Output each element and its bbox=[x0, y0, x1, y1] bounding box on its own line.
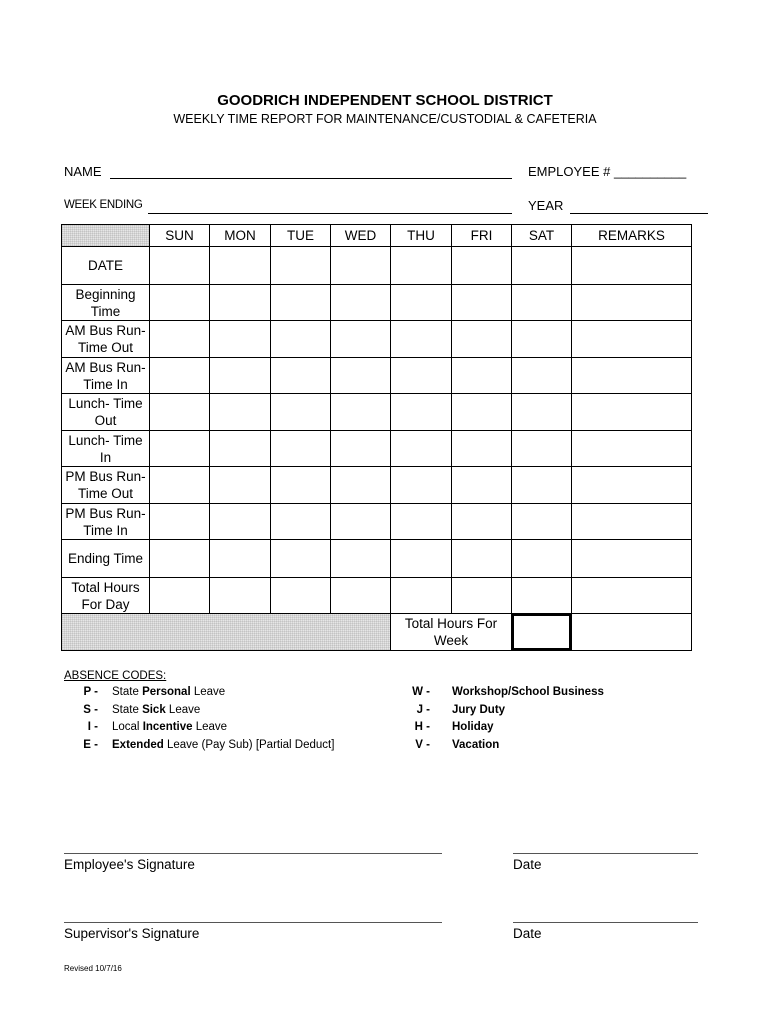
supervisor-signature-label: Supervisor's Signature bbox=[64, 926, 200, 941]
row-label: Ending Time bbox=[61, 539, 150, 578]
time-entry-cell[interactable] bbox=[390, 430, 452, 467]
time-entry-cell[interactable] bbox=[209, 539, 271, 578]
time-entry-cell[interactable] bbox=[571, 539, 692, 578]
time-entry-cell[interactable] bbox=[270, 466, 331, 504]
time-entry-cell[interactable] bbox=[209, 246, 271, 285]
time-entry-cell[interactable] bbox=[209, 466, 271, 504]
form-title: GOODRICH INDEPENDENT SCHOOL DISTRICT bbox=[217, 92, 553, 109]
time-entry-cell[interactable] bbox=[149, 393, 210, 431]
year-label: YEAR bbox=[528, 198, 564, 213]
time-entry-cell[interactable] bbox=[149, 284, 210, 321]
time-entry-cell[interactable] bbox=[330, 577, 391, 614]
total-hours-week-input[interactable] bbox=[511, 613, 572, 651]
time-entry-cell[interactable] bbox=[209, 430, 271, 467]
absence-desc-prefix: State bbox=[112, 703, 143, 716]
time-entry-cell[interactable] bbox=[571, 357, 692, 394]
time-entry-cell[interactable] bbox=[390, 539, 452, 578]
absence-code: H - bbox=[414, 721, 430, 733]
form-subtitle: WEEKLY TIME REPORT FOR MAINTENANCE/CUSTODIAL & CAFETERIA bbox=[173, 112, 597, 126]
absence-code: P - bbox=[83, 686, 98, 698]
time-entry-cell[interactable] bbox=[390, 466, 452, 504]
row-label: Lunch- Time In bbox=[61, 430, 150, 467]
time-entry-cell[interactable] bbox=[451, 320, 512, 358]
time-entry-cell[interactable] bbox=[571, 284, 692, 321]
year-field[interactable] bbox=[570, 213, 708, 214]
time-entry-cell[interactable] bbox=[149, 357, 210, 394]
time-entry-cell[interactable] bbox=[270, 320, 331, 358]
header-shaded-cell bbox=[61, 224, 150, 247]
row-label: Lunch- Time Out bbox=[61, 393, 150, 431]
time-entry-cell[interactable] bbox=[209, 320, 271, 358]
time-entry-cell[interactable] bbox=[149, 246, 210, 285]
time-entry-cell[interactable] bbox=[571, 430, 692, 467]
time-entry-cell[interactable] bbox=[330, 503, 391, 540]
time-entry-cell[interactable] bbox=[571, 393, 692, 431]
absence-desc-keyword: Personal bbox=[142, 686, 191, 698]
time-entry-cell[interactable] bbox=[270, 430, 331, 467]
total-week-remarks-cell[interactable] bbox=[571, 613, 692, 651]
absence-desc-prefix: State bbox=[112, 686, 143, 698]
employee-signature-line[interactable] bbox=[64, 853, 442, 854]
time-entry-cell[interactable] bbox=[149, 466, 210, 504]
absence-desc-suffix: Leave bbox=[190, 686, 226, 698]
supervisor-signature-line[interactable] bbox=[64, 922, 442, 923]
time-entry-cell[interactable] bbox=[390, 246, 452, 285]
time-entry-cell[interactable] bbox=[149, 320, 210, 358]
row-label: Total Hours For Day bbox=[61, 577, 150, 614]
absence-description bbox=[112, 704, 200, 716]
time-entry-cell[interactable] bbox=[511, 357, 572, 394]
day-header-sat: SAT bbox=[511, 224, 572, 247]
absence-description: Holiday bbox=[452, 721, 494, 733]
time-entry-cell[interactable] bbox=[270, 503, 331, 540]
time-entry-cell[interactable] bbox=[571, 466, 692, 504]
absence-desc-keyword: Sick bbox=[142, 703, 166, 716]
day-header-thu: THU bbox=[390, 224, 452, 247]
remarks-header: REMARKS bbox=[571, 224, 692, 247]
time-entry-cell[interactable] bbox=[270, 393, 331, 431]
row-label: PM Bus Run- Time In bbox=[61, 503, 150, 540]
time-entry-cell[interactable] bbox=[149, 503, 210, 540]
time-entry-cell[interactable] bbox=[390, 503, 452, 540]
time-entry-cell[interactable] bbox=[390, 577, 452, 614]
employee-number-label[interactable]: EMPLOYEE # __________ bbox=[528, 164, 687, 179]
time-entry-cell[interactable] bbox=[209, 393, 271, 431]
time-entry-cell[interactable] bbox=[330, 284, 391, 321]
absence-desc-suffix: Leave (Pay Sub) [Partial Deduct] bbox=[163, 738, 335, 751]
total-week-shaded-area bbox=[61, 613, 391, 651]
row-label: PM Bus Run- Time Out bbox=[61, 466, 150, 504]
absence-desc-prefix: Local bbox=[112, 721, 143, 733]
absence-description bbox=[112, 739, 334, 751]
time-entry-cell[interactable] bbox=[330, 357, 391, 394]
time-entry-cell[interactable] bbox=[390, 393, 452, 431]
row-label: AM Bus Run- Time Out bbox=[61, 320, 150, 358]
revised-date: Revised 10/7/16 bbox=[64, 964, 122, 973]
time-entry-cell[interactable] bbox=[511, 284, 572, 321]
time-entry-cell[interactable] bbox=[270, 539, 331, 578]
time-entry-cell[interactable] bbox=[511, 320, 572, 358]
absence-desc-suffix: Leave bbox=[192, 721, 228, 733]
week-ending-label: WEEK ENDING bbox=[64, 199, 143, 211]
time-entry-cell[interactable] bbox=[330, 539, 391, 578]
time-entry-cell[interactable] bbox=[571, 503, 692, 540]
time-entry-cell[interactable] bbox=[330, 466, 391, 504]
absence-description bbox=[112, 686, 225, 698]
time-entry-cell[interactable] bbox=[511, 539, 572, 578]
time-entry-cell[interactable] bbox=[149, 430, 210, 467]
absence-desc-suffix: Leave bbox=[165, 703, 201, 716]
total-hours-week-label: Total Hours For Week bbox=[390, 613, 512, 651]
time-entry-cell[interactable] bbox=[451, 577, 512, 614]
name-label: NAME bbox=[64, 164, 102, 179]
time-entry-cell[interactable] bbox=[270, 577, 331, 614]
absence-code: E - bbox=[83, 738, 98, 751]
time-entry-cell[interactable] bbox=[330, 393, 391, 431]
absence-code: I - bbox=[87, 721, 98, 733]
absence-code: W - bbox=[412, 686, 430, 698]
employee-date-label: Date bbox=[513, 857, 542, 872]
time-entry-cell[interactable] bbox=[330, 320, 391, 358]
time-entry-cell[interactable] bbox=[571, 577, 692, 614]
time-entry-cell[interactable] bbox=[451, 503, 512, 540]
absence-code: S - bbox=[83, 703, 98, 716]
time-entry-cell[interactable] bbox=[149, 539, 210, 578]
row-label: AM Bus Run- Time In bbox=[61, 357, 150, 394]
time-entry-cell[interactable] bbox=[451, 284, 512, 321]
supervisor-date-line[interactable] bbox=[513, 922, 698, 923]
name-field[interactable] bbox=[110, 178, 512, 179]
day-header-sun: SUN bbox=[149, 224, 210, 247]
time-entry-cell[interactable] bbox=[390, 320, 452, 358]
day-header-wed: WED bbox=[330, 224, 391, 247]
time-entry-cell[interactable] bbox=[209, 357, 271, 394]
row-label: DATE bbox=[61, 246, 150, 285]
day-header-tue: TUE bbox=[270, 224, 331, 247]
absence-description: Jury Duty bbox=[452, 703, 506, 716]
day-header-mon: MON bbox=[209, 224, 271, 247]
time-entry-cell[interactable] bbox=[571, 320, 692, 358]
absence-codes-heading: ABSENCE CODES: bbox=[64, 670, 167, 682]
time-entry-cell[interactable] bbox=[451, 539, 512, 578]
week-ending-field[interactable] bbox=[148, 213, 512, 214]
time-entry-cell[interactable] bbox=[511, 393, 572, 431]
time-entry-cell[interactable] bbox=[330, 430, 391, 467]
absence-description: Workshop/School Business bbox=[452, 686, 604, 698]
time-entry-cell[interactable] bbox=[330, 246, 391, 285]
time-entry-cell[interactable] bbox=[511, 577, 572, 614]
time-entry-cell[interactable] bbox=[270, 284, 331, 321]
time-entry-cell[interactable] bbox=[390, 357, 452, 394]
time-entry-cell[interactable] bbox=[209, 284, 271, 321]
time-entry-cell[interactable] bbox=[209, 577, 271, 614]
absence-desc-keyword: Extended bbox=[112, 738, 164, 751]
absence-code: V - bbox=[415, 738, 430, 751]
time-entry-cell[interactable] bbox=[149, 577, 210, 614]
time-entry-cell[interactable] bbox=[511, 430, 572, 467]
time-entry-cell[interactable] bbox=[571, 246, 692, 285]
time-entry-cell[interactable] bbox=[451, 430, 512, 467]
time-entry-cell[interactable] bbox=[511, 503, 572, 540]
time-entry-cell[interactable] bbox=[511, 246, 572, 285]
time-entry-cell[interactable] bbox=[451, 357, 512, 394]
day-header-fri: FRI bbox=[451, 224, 512, 247]
absence-description bbox=[112, 721, 227, 733]
time-entry-cell[interactable] bbox=[390, 284, 452, 321]
employee-signature-label: Employee's Signature bbox=[64, 857, 195, 872]
row-label: Beginning Time bbox=[61, 284, 150, 321]
time-entry-cell[interactable] bbox=[451, 393, 512, 431]
time-entry-cell[interactable] bbox=[209, 503, 271, 540]
supervisor-date-label: Date bbox=[513, 926, 542, 941]
absence-desc-keyword: Incentive bbox=[142, 721, 193, 733]
time-entry-cell[interactable] bbox=[451, 466, 512, 504]
time-entry-cell[interactable] bbox=[511, 466, 572, 504]
absence-code: J - bbox=[416, 703, 430, 716]
time-entry-cell[interactable] bbox=[451, 246, 512, 285]
time-entry-cell[interactable] bbox=[270, 357, 331, 394]
employee-date-line[interactable] bbox=[513, 853, 698, 854]
time-entry-cell[interactable] bbox=[270, 246, 331, 285]
absence-description: Vacation bbox=[452, 738, 500, 751]
